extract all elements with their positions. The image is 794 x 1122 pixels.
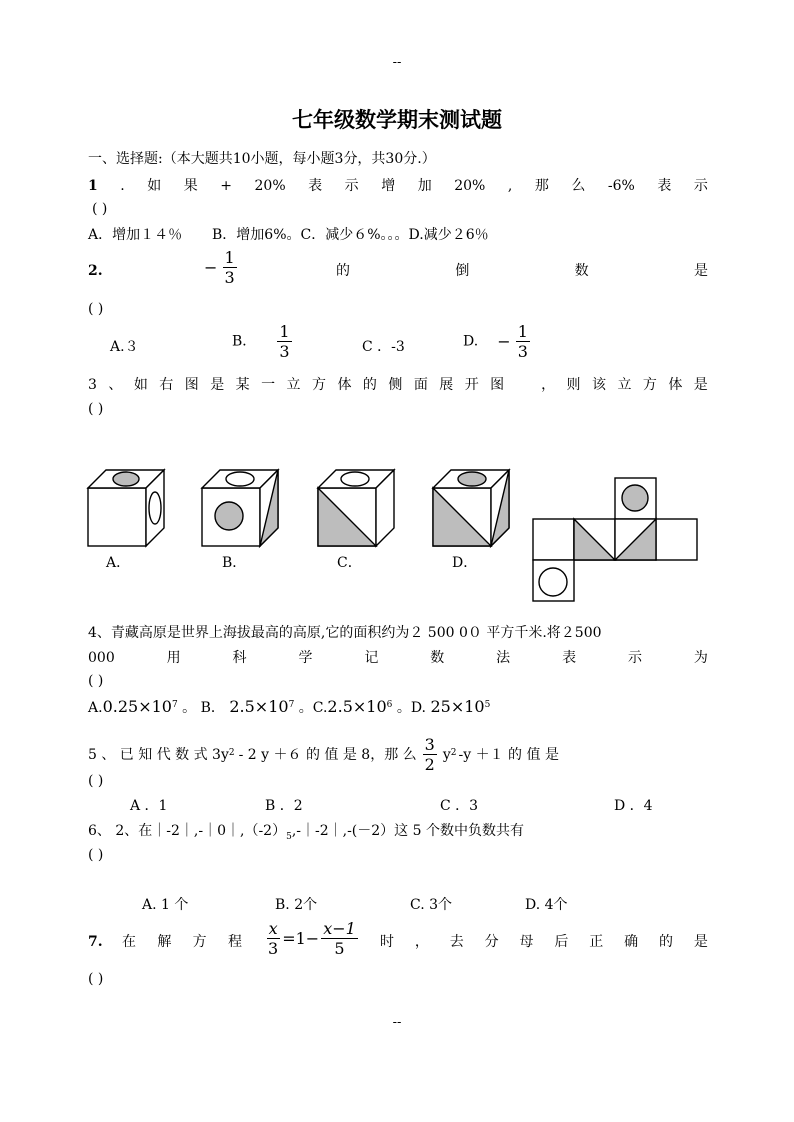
q1-token: 示 — [344, 178, 359, 194]
q3-token: 展 — [439, 377, 454, 393]
fraction-numerator: 1 — [517, 322, 528, 341]
question-4-line2 — [88, 649, 708, 667]
minus-sign: − — [497, 332, 511, 351]
fraction-numerator: x — [268, 919, 278, 938]
q7-token: 是 — [693, 934, 708, 950]
q1-options-bcd: B．增加6%。C．减少６%。。。D.减少２6％ — [212, 227, 489, 243]
q1-token: 加 — [417, 178, 432, 194]
cube-a-figure — [88, 470, 164, 546]
q2-option-b — [232, 322, 292, 361]
q5-option-b: B ．2 — [265, 798, 303, 814]
cube-label-a: A． — [106, 555, 131, 571]
q7-equation — [266, 919, 358, 958]
cube-figures — [80, 460, 720, 610]
q3-token: 侧 — [388, 377, 403, 393]
q2-fraction — [204, 248, 237, 287]
q1-token: -6% — [607, 178, 635, 194]
q7-token: 确 — [624, 934, 639, 950]
exponent: 2 — [228, 747, 235, 758]
cube-b-figure — [202, 470, 278, 546]
q3-token: 的 — [362, 377, 377, 393]
q1-token: 20% — [454, 178, 486, 194]
cube-c-figure — [318, 470, 394, 546]
option-label: B． — [232, 333, 257, 350]
q7-token: ， — [414, 934, 429, 950]
q6-text: ,-｜-2｜,-(－2）这 5 个数中负数共有 — [291, 823, 524, 839]
q5-text: y — [442, 746, 451, 763]
q1-token: 1 — [88, 178, 98, 194]
q2-option-d — [463, 322, 530, 361]
q7-token: 后 — [554, 934, 569, 950]
answer-paren: ( ) — [88, 971, 104, 987]
q3-token: 该 — [591, 377, 606, 393]
option-value: 2.5×10 — [229, 697, 289, 716]
q2-option-a: A.３ — [110, 339, 139, 355]
answer-paren: ( ) — [88, 773, 104, 789]
q4-options — [88, 698, 490, 717]
q7-token: 的 — [659, 934, 673, 950]
q6-option-a: A. 1 个 — [142, 897, 189, 913]
q6-option-d: D. 4个 — [525, 897, 568, 913]
q3-token: 则 — [566, 377, 581, 393]
q3-token: 方 — [312, 377, 326, 393]
option-label: 。D. — [396, 700, 427, 716]
cube-net-figure — [533, 478, 697, 601]
section-heading: 一、选择题:（本大题共10小题，每小题3分，共30分.） — [88, 151, 436, 167]
q5-option-c: C ．3 — [440, 798, 479, 814]
cube-label-c: C． — [337, 555, 362, 571]
fraction-numerator: x−1 — [323, 919, 356, 938]
q1-token: 表 — [308, 178, 323, 194]
q1-token: 表 — [657, 178, 672, 194]
q2-number: 2. — [88, 263, 103, 279]
q4-token: 用 — [166, 650, 181, 666]
q3-token: 如 — [133, 377, 148, 393]
question-5-line — [88, 735, 712, 774]
question-7-post — [380, 933, 708, 951]
question-3-line — [88, 376, 708, 394]
answer-paren: ( ) — [88, 673, 104, 689]
q1-token: 果 — [183, 178, 198, 194]
q7-number: 7. — [88, 934, 103, 950]
q4-token: 表 — [562, 650, 577, 666]
exponent: 5 — [286, 831, 292, 842]
q4-token: 000 — [88, 650, 115, 666]
exponent: 7 — [171, 700, 178, 710]
q1-token: 示 — [693, 178, 708, 194]
q2-token: 数 — [574, 263, 589, 279]
q4-token: 学 — [298, 650, 313, 666]
q7-token: 母 — [519, 934, 534, 950]
minus-sign: − — [204, 258, 218, 277]
q5-option-a: A ．1 — [130, 798, 168, 814]
question-2-line — [336, 262, 708, 280]
option-label: 。C. — [298, 700, 328, 716]
exponent: 7 — [288, 700, 295, 710]
fraction-denominator: 3 — [268, 939, 279, 958]
fraction-denominator: 3 — [279, 342, 290, 361]
question-6-line — [88, 822, 524, 846]
q2-option-c: C ．-3 — [362, 339, 405, 355]
top-dash: -- — [392, 55, 402, 70]
q6-option-b: B. 2个 — [275, 897, 318, 913]
cube-label-d: D． — [452, 555, 478, 571]
fraction-numerator: 1 — [279, 322, 290, 341]
q5-text: 5 、 已 知 代 数 式 3y — [88, 746, 229, 763]
q7-token: 正 — [589, 934, 604, 950]
fraction-numerator: 3 — [424, 735, 435, 754]
answer-paren: ( ) — [88, 847, 104, 863]
q4-token: 数 — [430, 650, 445, 666]
answer-paren: ( ) — [88, 301, 104, 317]
q1-token: 增 — [381, 178, 396, 194]
q1-token: . — [120, 178, 125, 194]
option-value: 2.5×10 — [327, 697, 387, 716]
q6-option-c: C. 3个 — [410, 897, 453, 913]
q1-token: 那 — [534, 178, 549, 194]
q3-token: 体 — [337, 377, 352, 393]
page-title: 七年级数学期末测试题 — [292, 108, 502, 132]
q3-token: 图 — [184, 377, 199, 393]
option-label: D. — [463, 333, 479, 350]
q4-token: 为 — [693, 650, 708, 666]
q3-token: 是 — [693, 377, 708, 393]
cube-label-b: B． — [222, 555, 247, 571]
q3-token: 立 — [286, 377, 301, 393]
q1-token: 么 — [571, 178, 586, 194]
q7-token: 时 — [380, 934, 394, 950]
q1-token: , — [507, 178, 513, 194]
fraction-denominator: 3 — [517, 342, 528, 361]
answer-paren: ( ) — [92, 201, 108, 217]
answer-paren: ( ) — [88, 401, 104, 417]
q7-token: 在 — [122, 934, 136, 950]
q2-token: 的 — [336, 263, 350, 279]
question-4-line1: 4、青藏高原是世界上海拔最高的高原,它的面积约为２ 500 0０ 平方千米.将２500 — [88, 625, 602, 641]
q1-token: + — [220, 178, 232, 194]
q5-text: - 2 y ＋６ 的 值 是 8，那 么 — [238, 746, 417, 763]
exponent: 2 — [450, 747, 457, 758]
q4-token: 记 — [364, 650, 379, 666]
q3-token: 体 — [668, 377, 683, 393]
q7-token: 程 — [227, 934, 242, 950]
q7-token: 分 — [484, 934, 499, 950]
q2-token: 是 — [693, 263, 708, 279]
q3-token: 方 — [642, 377, 657, 393]
q3-token: 3 — [88, 377, 97, 393]
question-1-line — [88, 177, 708, 195]
q7-token: 去 — [449, 934, 464, 950]
cube-d-figure — [433, 470, 509, 546]
option-value: 0.25×10 — [102, 697, 172, 716]
q3-token: 、 — [108, 377, 123, 393]
q3-token: 开 — [464, 377, 479, 393]
q3-token: 一 — [261, 377, 276, 393]
q5-option-d: D ．4 — [614, 798, 653, 814]
q3-token: 立 — [617, 377, 632, 393]
q1-option-a: A．增加１４％ — [88, 227, 183, 243]
q3-token: 右 — [159, 377, 174, 393]
option-label: 。 B． — [182, 700, 225, 716]
q7-token: 解 — [157, 934, 172, 950]
fraction-denominator: 3 — [224, 268, 235, 287]
exponent: 6 — [386, 700, 393, 710]
fraction-denominator: 2 — [424, 755, 435, 774]
q3-token: 某 — [235, 377, 250, 393]
exponent: 5 — [484, 700, 491, 710]
question-7-pre — [122, 933, 242, 951]
q3-token: 面 — [413, 377, 428, 393]
fraction-denominator: 5 — [334, 939, 345, 958]
q1-token: 如 — [147, 178, 162, 194]
q4-token: 示 — [627, 650, 642, 666]
q3-token: 图 — [490, 377, 505, 393]
q4-token: 科 — [232, 650, 247, 666]
q6-text: 6、 2、在｜-2｜,-｜0｜,（-2） — [88, 823, 287, 839]
q4-token: 法 — [496, 650, 511, 666]
q7-token: 方 — [192, 934, 207, 950]
option-label: A. — [88, 700, 103, 716]
q3-token: 是 — [210, 377, 225, 393]
fraction-numerator: 1 — [224, 248, 235, 267]
bottom-dash: -- — [392, 1015, 402, 1030]
q3-token: ， — [541, 377, 556, 393]
q5-text: -y ＋１ 的 值 是 — [458, 746, 559, 763]
q2-token: 倒 — [455, 263, 470, 279]
equation-operator: =1− — [282, 929, 320, 948]
q1-token: 20% — [254, 178, 286, 194]
option-value: 25×10 — [430, 697, 485, 716]
